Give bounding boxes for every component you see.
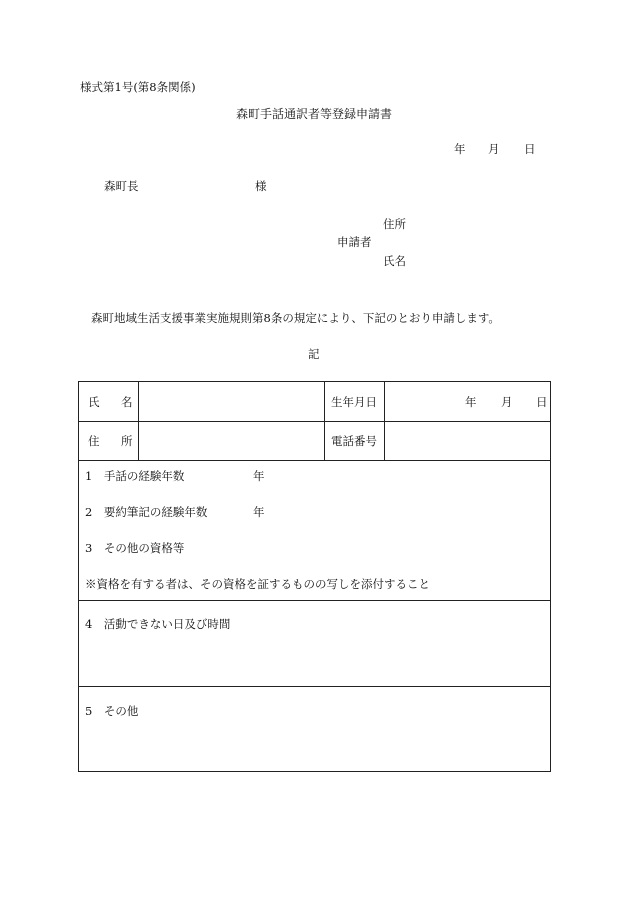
document-title: 森町手話通訳者等登録申請書 <box>236 107 393 121</box>
date-day[interactable]: 日 <box>524 142 536 156</box>
addressee-name: 森町長 <box>104 179 139 193</box>
name-label-2: 名 <box>121 395 133 409</box>
table-row-address <box>79 422 550 461</box>
name-label-1: 氏 <box>88 395 100 409</box>
item2-unit[interactable]: 年 <box>253 505 265 519</box>
birth-year[interactable]: 年 <box>465 395 477 409</box>
table-row-other <box>79 687 550 771</box>
item2-label: 2 要約筆記の経験年数 <box>85 505 208 519</box>
applicant-label: 申請者 <box>337 235 372 249</box>
birth-day[interactable]: 日 <box>536 395 548 409</box>
item1-unit[interactable]: 年 <box>253 469 265 483</box>
name-input[interactable] <box>139 382 324 421</box>
item1-label: 1 手話の経験年数 <box>85 469 185 483</box>
table-row-name <box>79 382 550 422</box>
phone-input[interactable] <box>385 422 550 460</box>
ki-label: 記 <box>308 347 320 361</box>
address-input[interactable] <box>139 422 324 460</box>
table-row-experience <box>79 461 550 601</box>
phone-label: 電話番号 <box>331 434 377 448</box>
date-month[interactable]: 月 <box>488 142 500 156</box>
addressee-honorific: 様 <box>255 179 267 193</box>
birthdate-label: 生年月日 <box>331 395 377 409</box>
item4-input[interactable] <box>79 635 550 685</box>
item3-label: 3 その他の資格等 <box>85 541 185 555</box>
item5-label: 5 その他 <box>85 704 139 718</box>
item5-input[interactable] <box>79 721 550 769</box>
table-row-unavailable <box>79 601 550 687</box>
form-number: 様式第1号(第8条関係) <box>80 80 196 94</box>
item4-label: 4 活動できない日及び時間 <box>85 617 231 631</box>
address-label-2: 所 <box>121 434 133 448</box>
applicant-address-label: 住所 <box>383 217 406 231</box>
statement: 森町地域生活支援事業実施規則第8条の規定により、下記のとおり申請します。 <box>91 311 500 325</box>
address-label-1: 住 <box>88 434 100 448</box>
form-table <box>78 381 551 772</box>
applicant-name-label: 氏名 <box>383 254 406 268</box>
birth-month[interactable]: 月 <box>501 395 513 409</box>
date-year[interactable]: 年 <box>454 142 466 156</box>
qualification-note: ※資格を有する者は、その資格を証するものの写しを添付すること <box>85 577 430 591</box>
